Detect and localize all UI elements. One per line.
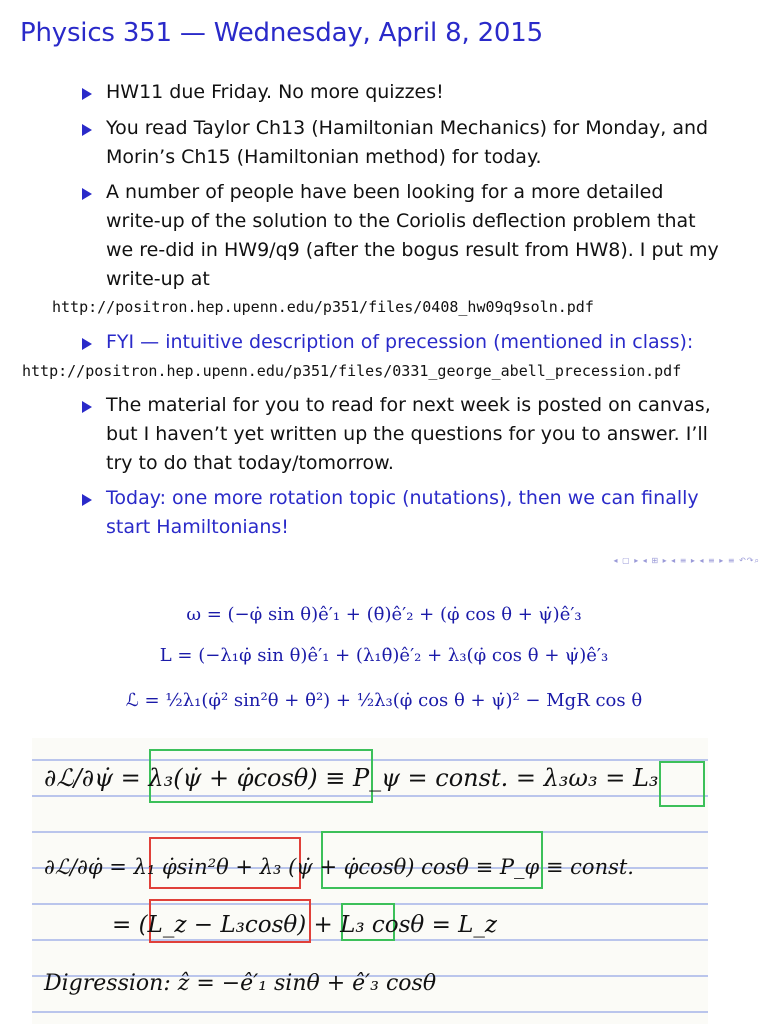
- bullet-item-fyi: [80, 328, 720, 357]
- handwritten-notes: [32, 738, 708, 1024]
- omega-equation: ω = (−φ̇ sin θ)ê′₁ + (θ̇)ê′₂ + (φ̇ cos θ + ψ̇)ê′₃: [186, 604, 582, 625]
- bullet-triangle-icon: [82, 494, 92, 506]
- notes-canvas: [32, 738, 708, 1024]
- bullet-triangle-icon: [82, 338, 92, 350]
- bullet-item-reading: [80, 114, 720, 172]
- note-line-1: ∂ℒ/∂ψ̇ = λ₃(ψ̇ + φ̇cosθ) ≡ P_ψ = const. = λ₃ω₃ = L₃: [44, 764, 659, 792]
- bullet-triangle-icon: [82, 88, 92, 100]
- note-line-3: = (L_z − L₃cosθ) + L₃ cosθ = L_z: [112, 912, 498, 938]
- angular-momentum-equation: L = (−λ₁φ̇ sin θ)ê′₁ + (λ₁θ̇)ê′₂ + λ₃(φ̇ cos θ + ψ̇)ê′₃: [159, 645, 609, 666]
- bullet-text: A number of people have been looking for a more detailed write-up of the solution to the Coriolis deflection problem that we re-did in HW9/q9 (after the bogus result from HW8). I put my write-up at: [106, 181, 719, 290]
- note-line-4: Digression: ẑ = −ê′₁ sinθ + ê′₃ cosθ: [44, 971, 437, 996]
- bullet-item-hw11: [80, 78, 720, 107]
- bullet-item-writeup: [80, 178, 720, 294]
- bullet-text: You read Taylor Ch13 (Hamiltonian Mechanics) for Monday, and Morin’s Ch15 (Hamiltonian method) for today.: [106, 117, 709, 168]
- slide-navigation-bar[interactable]: ◂ ▢ ▸ ◂ ⊞ ▸ ◂ ≡ ▸ ◂ ≡ ▸ ≡ ↶↷⌕: [613, 556, 760, 565]
- bullet-triangle-icon: [82, 124, 92, 136]
- bullet-triangle-icon: [82, 401, 92, 413]
- bullet-text: The material for you to read for next week is posted on canvas, but I haven’t yet written up the questions for you to answer. I’ll try to do that today/tomorrow.: [106, 394, 711, 474]
- bullet-text: FYI — intuitive description of precession (mentioned in class):: [106, 331, 694, 353]
- bullet-triangle-icon: [82, 188, 92, 200]
- bullet-text: Today: one more rotation topic (nutations), then we can finally start Hamiltonians!: [106, 487, 699, 538]
- note-line-2: ∂ℒ/∂φ̇ = λ₁ φ̇sin²θ + λ₃ (ψ̇ + φ̇cosθ) cosθ ≡ P_φ ≡ const.: [44, 855, 634, 879]
- precession-link[interactable]: http://positron.hep.upenn.edu/p351/files/0331_george_abell_precession.pdf: [22, 362, 682, 380]
- hw09-solution-link[interactable]: http://positron.hep.upenn.edu/p351/files/0408_hw09q9soln.pdf: [52, 298, 594, 316]
- bullet-item-material: [80, 391, 720, 478]
- lagrangian-equation: ℒ = ½λ₁(φ̇² sin²θ + θ̇²) + ½λ₃(φ̇ cos θ + ψ̇)² − MgR cos θ: [125, 690, 643, 711]
- bullet-item-today: [80, 484, 720, 542]
- bullet-text: HW11 due Friday. No more quizzes!: [106, 81, 444, 103]
- page-title: Physics 351 — Wednesday, April 8, 2015: [20, 18, 543, 48]
